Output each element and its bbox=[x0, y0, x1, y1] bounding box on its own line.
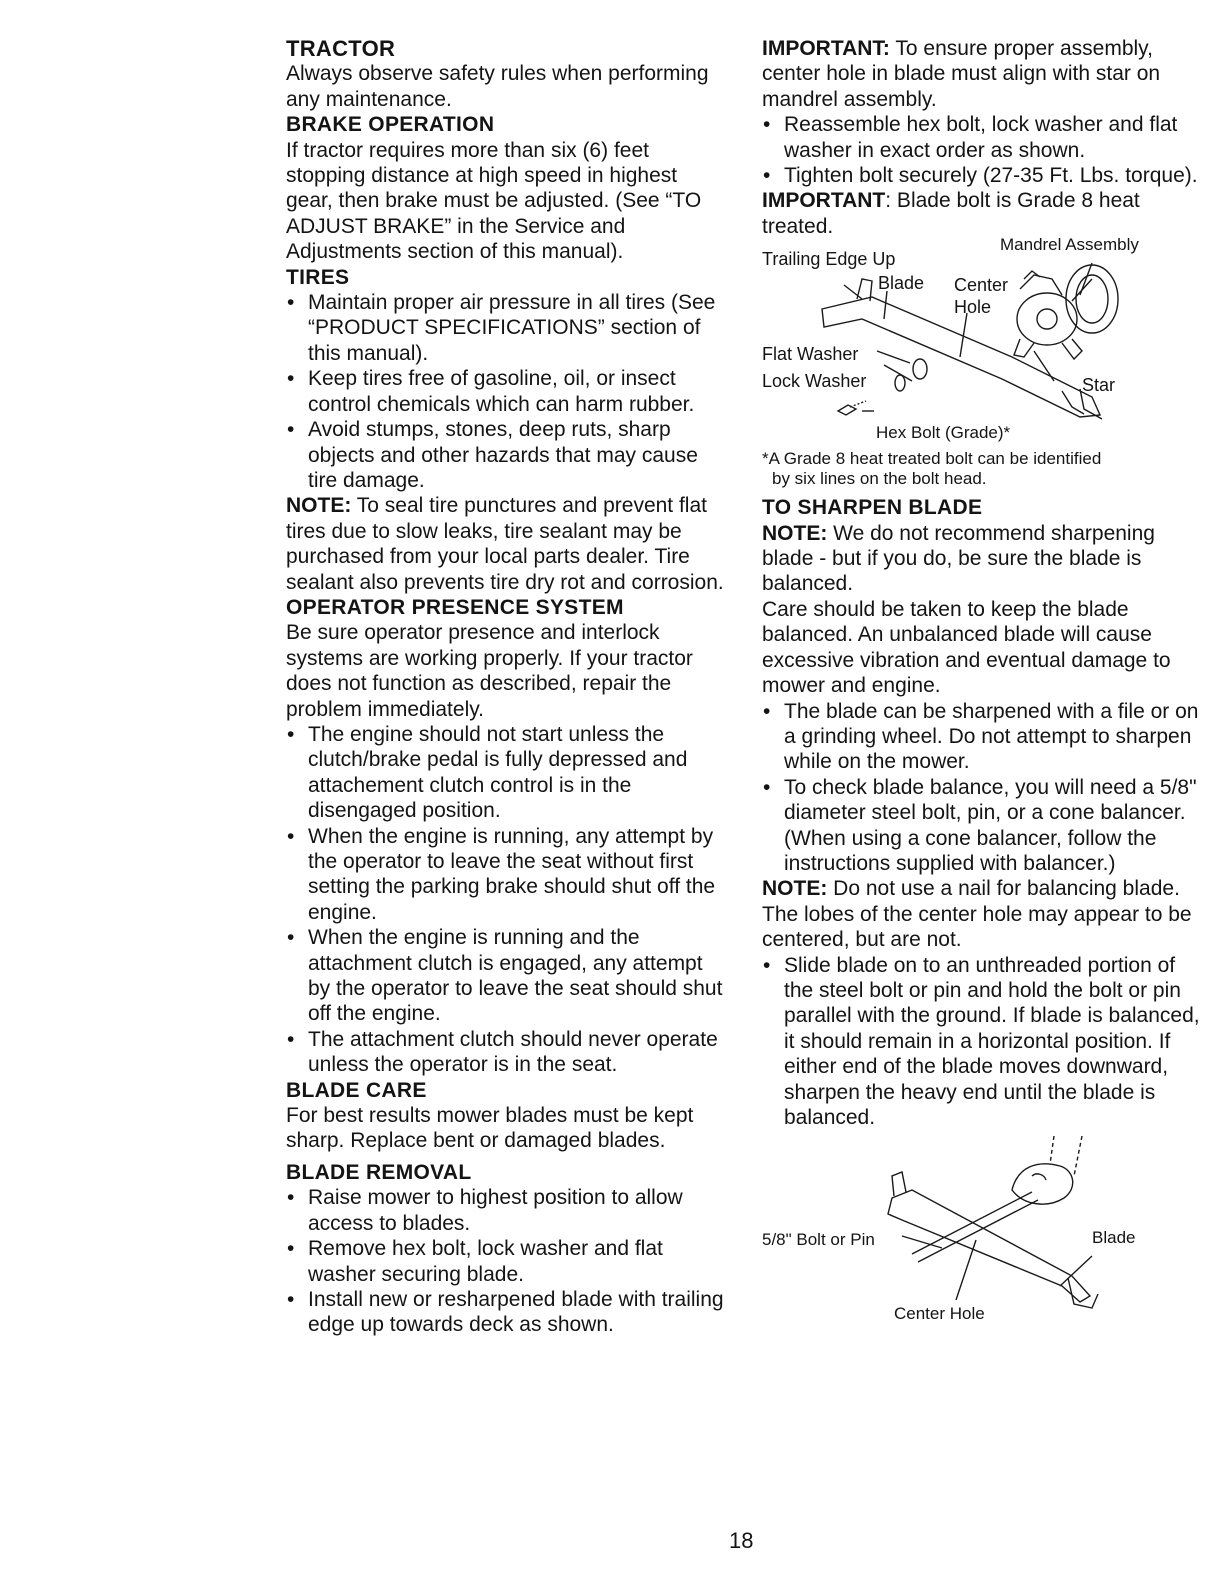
balance-note bbox=[762, 876, 1202, 952]
list-item: • Raise mower to highest position to allow access to blades. bbox=[286, 1185, 726, 1236]
page-number: 18 bbox=[729, 1528, 754, 1553]
label-hole: Hole bbox=[954, 297, 992, 318]
tires-list bbox=[286, 290, 726, 493]
label-center-hole: Center Hole bbox=[894, 1304, 985, 1324]
right-column bbox=[762, 36, 1202, 1336]
label-trailing-edge: Trailing Edge Up bbox=[762, 249, 896, 270]
sharpen-text: Care should be taken to keep the blade balanced. An unbalanced blade will cause excessive vibration and eventual damage to mower and engine. bbox=[762, 597, 1171, 698]
left-column bbox=[286, 36, 726, 1338]
list-item: • When the engine is running, any attempt by the operator to leave the seat without first setting the parking brake should shut off the engine. bbox=[286, 824, 726, 926]
brake-text: If tractor requires more than six (6) feet stopping distance at high speed in highest gear, then brake must be adjusted. (See “TO ADJUST BRAKE” in the Service and Adjustments section of this manual). bbox=[286, 138, 702, 264]
label-balance-blade: Blade bbox=[1092, 1228, 1136, 1248]
list-item: • Maintain proper air pressure in all tires (See “PRODUCT SPECIFICATIONS” section of this manual). bbox=[286, 290, 726, 366]
label-lock-washer: Lock Washer bbox=[762, 371, 867, 392]
hand-shape bbox=[1012, 1164, 1073, 1204]
list-item: • To check blade balance, you will need a 5/8" diameter steel bolt, pin, or a cone balancer. (When using a cone balancer, follow the instructions supplied with balancer.) bbox=[762, 775, 1202, 877]
lock-washer-shape bbox=[895, 375, 905, 391]
sharpen-note bbox=[762, 521, 1202, 597]
tractor-intro: Always observe safety rules when performing any maintenance. bbox=[286, 62, 709, 111]
note-label: NOTE: bbox=[762, 877, 828, 901]
heading-tires: TIRES bbox=[286, 265, 350, 289]
important-text: To ensure proper assembly, center hole in blade must align with star on mandrel assembly. bbox=[762, 37, 1161, 111]
leader-center-hole bbox=[956, 1240, 976, 1300]
heading-blade-removal: BLADE REMOVAL bbox=[286, 1160, 472, 1184]
label-mandrel-assembly: Mandrel Assembly bbox=[1000, 235, 1139, 255]
label-star: Star bbox=[1082, 375, 1116, 396]
label-flat-washer: Flat Washer bbox=[762, 344, 859, 365]
list-item: • Install new or resharpened blade with trailing edge up towards deck as shown. bbox=[286, 1287, 726, 1338]
important-text: : Blade bolt is Grade 8 heat treated. bbox=[762, 189, 1140, 238]
blade-removal-list bbox=[286, 1185, 726, 1337]
list-item: • The attachment clutch should never operate unless the operator is in the seat. bbox=[286, 1027, 726, 1078]
label-blade: Blade bbox=[878, 273, 925, 294]
label-bolt-or-pin: 5/8" Bolt or Pin bbox=[762, 1230, 875, 1250]
list-item: • Tighten bolt securely (27-35 Ft. Lbs. torque). bbox=[762, 163, 1202, 188]
heading-blade-care: BLADE CARE bbox=[286, 1078, 427, 1102]
ops-text: Be sure operator presence and interlock systems are working properly. If your tractor does not function as described, repair the problem immediately. bbox=[286, 621, 693, 721]
hex-bolt-shape bbox=[838, 405, 856, 415]
label-hex-bolt: Hex Bolt (Grade)* bbox=[876, 423, 1011, 443]
heading-sharpen-blade: TO SHARPEN BLADE bbox=[762, 496, 983, 520]
blade-care-text: For best results mower blades must be kept sharp. Replace bent or damaged blades. bbox=[286, 1104, 694, 1153]
important-label: IMPORTANT bbox=[762, 189, 886, 213]
note-text: Do not use a nail for balancing blade. The lobes of the center hole may appear to be centered, but are not. bbox=[762, 877, 1192, 952]
important-alignment bbox=[762, 36, 1202, 112]
note-label: NOTE: bbox=[762, 521, 828, 545]
section-title-tractor: TRACTOR bbox=[286, 36, 396, 61]
spindle-housing bbox=[1017, 293, 1077, 345]
reassemble-list bbox=[762, 112, 1202, 188]
balance-blade-outline bbox=[888, 1190, 1090, 1302]
balance-list bbox=[762, 953, 1202, 1131]
list-item: • Slide blade on to an unthreaded portion of the steel bolt or pin and hold the bolt or pin parallel with the ground. If blade is balanced, it should remain in a horizontal position. If either end of the blade moves downward, sharpen the heavy end until the blade is balanced. bbox=[762, 953, 1202, 1131]
note-text: To seal tire punctures and prevent flat tires due to slow leaks, tire sealant may be purchased from your local parts dealer. Tire sealant also prevents tire dry rot and corrosion. bbox=[286, 494, 724, 594]
sharpen-list bbox=[762, 699, 1202, 877]
heading-operator-presence: OPERATOR PRESENCE SYSTEM bbox=[286, 595, 624, 619]
heading-brake-operation: BRAKE OPERATION bbox=[286, 113, 495, 137]
important-grade8 bbox=[762, 188, 1202, 239]
blade-balance-figure bbox=[762, 1136, 1202, 1336]
flat-washer-shape bbox=[913, 359, 927, 379]
leader-blade bbox=[1060, 1256, 1092, 1286]
label-center: Center bbox=[954, 275, 1009, 296]
important-label: IMPORTANT: bbox=[762, 37, 890, 60]
footnote-line-1: *A Grade 8 heat treated bolt can be identified bbox=[762, 449, 1102, 469]
list-item: • Reassemble hex bolt, lock washer and flat washer in exact order as shown. bbox=[762, 112, 1202, 163]
list-item: • Avoid stumps, stones, deep ruts, sharp objects and other hazards that may cause tire damage. bbox=[286, 417, 726, 493]
list-item: • The engine should not start unless the clutch/brake pedal is fully depressed and attachement clutch control is in the disengaged position. bbox=[286, 722, 726, 824]
list-item: • Keep tires free of gasoline, oil, or insect control chemicals which can harm rubber. bbox=[286, 366, 726, 417]
list-item: • The blade can be sharpened with a file or on a grinding wheel. Do not attempt to sharpen while on the mower. bbox=[762, 699, 1202, 775]
note-label: NOTE: bbox=[286, 494, 352, 518]
list-item: • When the engine is running and the attachment clutch is engaged, any attempt by the operator to leave the seat should shut off the engine. bbox=[286, 925, 726, 1027]
ops-list bbox=[286, 722, 726, 1078]
tires-note bbox=[286, 493, 726, 595]
note-text: We do not recommend sharpening blade - but if you do, be sure the blade is balanced. bbox=[762, 521, 1155, 596]
blade-assembly-figure bbox=[762, 235, 1202, 449]
footnote-line-2: by six lines on the bolt head. bbox=[772, 469, 987, 489]
list-item: • Remove hex bolt, lock washer and flat washer securing blade. bbox=[286, 1236, 726, 1287]
